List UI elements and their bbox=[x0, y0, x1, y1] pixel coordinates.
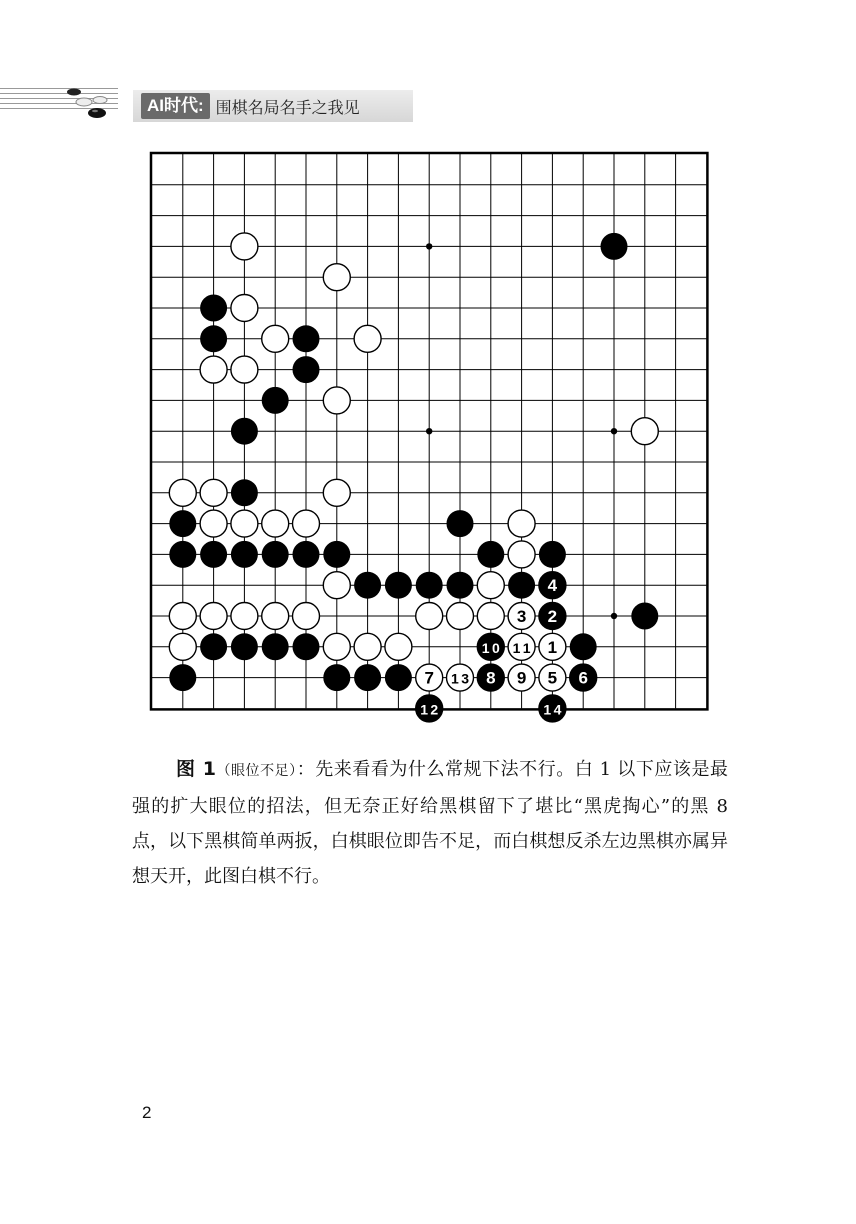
black-stone bbox=[447, 572, 474, 599]
white-stone bbox=[293, 603, 320, 630]
move-number-6: 6 bbox=[578, 668, 588, 688]
black-stone bbox=[262, 387, 289, 414]
white-stone bbox=[293, 510, 320, 537]
black-stone bbox=[293, 633, 320, 660]
black-stone bbox=[293, 325, 320, 352]
white-stone bbox=[354, 633, 381, 660]
black-stone bbox=[200, 325, 227, 352]
white-stone bbox=[200, 479, 227, 506]
figure-caption bbox=[132, 752, 728, 894]
white-stone bbox=[385, 633, 412, 660]
white-stone bbox=[323, 479, 350, 506]
star-point bbox=[426, 243, 432, 249]
header-badge: AI时代: bbox=[141, 93, 210, 119]
move-number-13: 13 bbox=[451, 670, 469, 687]
white-stone bbox=[508, 510, 535, 537]
black-stone bbox=[539, 541, 566, 568]
black-stone bbox=[477, 541, 504, 568]
white-stone bbox=[231, 295, 258, 322]
move-number-12: 12 bbox=[420, 701, 439, 718]
white-stone bbox=[169, 633, 196, 660]
white-stone bbox=[262, 603, 289, 630]
go-board-diagram bbox=[140, 142, 720, 732]
black-stone bbox=[231, 418, 258, 445]
white-stone bbox=[354, 325, 381, 352]
black-stone bbox=[354, 664, 381, 691]
move-number-3: 3 bbox=[516, 607, 527, 626]
white-stone bbox=[200, 603, 227, 630]
black-stone bbox=[323, 664, 350, 691]
black-stone bbox=[385, 664, 412, 691]
caption-text: ：先来看看为什么常规下法不行。白 1 以下应该是最强的扩大眼位的招法，但无奈正好给黑棋留下了堪比“黑虎掏心”的黑 8 点，以下黑棋简单两扳，白棋眼位即告不足，而白棋想反杀左边黑棋亦属异想天开，此图白棋不行。 bbox=[132, 759, 728, 887]
black-stone bbox=[169, 664, 196, 691]
black-stone bbox=[262, 541, 289, 568]
star-point bbox=[611, 613, 617, 619]
black-stone bbox=[231, 541, 258, 568]
black-stone bbox=[601, 233, 628, 260]
white-stone bbox=[169, 479, 196, 506]
white-stone bbox=[262, 325, 289, 352]
move-number-14: 14 bbox=[543, 701, 562, 718]
black-stone bbox=[200, 541, 227, 568]
black-stone bbox=[262, 633, 289, 660]
star-point bbox=[426, 428, 432, 434]
white-stone bbox=[231, 603, 258, 630]
white-stone bbox=[200, 356, 227, 383]
move-number-7: 7 bbox=[424, 668, 434, 688]
move-number-4: 4 bbox=[547, 576, 558, 596]
move-number-5: 5 bbox=[547, 668, 558, 688]
black-stone bbox=[570, 633, 597, 660]
white-stone bbox=[323, 264, 350, 291]
white-stone bbox=[231, 356, 258, 383]
white-stone bbox=[416, 603, 443, 630]
white-stone bbox=[169, 603, 196, 630]
move-number-11: 11 bbox=[512, 639, 531, 656]
move-number-1: 1 bbox=[547, 637, 558, 657]
star-point bbox=[611, 428, 617, 434]
black-stone bbox=[323, 541, 350, 568]
move-number-9: 9 bbox=[516, 668, 527, 688]
white-stone bbox=[231, 233, 258, 260]
header-tab bbox=[133, 90, 413, 122]
move-number-10: 10 bbox=[481, 639, 500, 656]
black-stone bbox=[200, 295, 227, 322]
white-stone bbox=[231, 510, 258, 537]
move-number-8: 8 bbox=[486, 668, 496, 688]
black-stone bbox=[508, 572, 535, 599]
white-stone bbox=[508, 541, 535, 568]
go-stones-logo bbox=[62, 86, 132, 124]
white-stone bbox=[631, 418, 658, 445]
black-stone bbox=[354, 572, 381, 599]
black-stone bbox=[200, 633, 227, 660]
black-stone bbox=[231, 479, 258, 506]
black-stone bbox=[169, 510, 196, 537]
figure-note: （眼位不足） bbox=[215, 763, 297, 779]
figure-label: 图 1 bbox=[176, 758, 216, 780]
black-stone bbox=[169, 541, 196, 568]
white-stone bbox=[200, 510, 227, 537]
black-stone bbox=[631, 603, 658, 630]
white-stone bbox=[447, 603, 474, 630]
book-title: 围棋名局名手之我见 bbox=[215, 97, 360, 117]
white-stone bbox=[477, 572, 504, 599]
white-stone bbox=[323, 572, 350, 599]
black-stone bbox=[293, 356, 320, 383]
white-stone bbox=[323, 633, 350, 660]
black-stone bbox=[231, 633, 258, 660]
move-number-2: 2 bbox=[547, 607, 558, 626]
black-stone bbox=[416, 572, 443, 599]
page-number: 2 bbox=[142, 1103, 152, 1122]
black-stone bbox=[447, 510, 474, 537]
white-stone bbox=[477, 603, 504, 630]
black-stone bbox=[293, 541, 320, 568]
white-stone bbox=[323, 387, 350, 414]
black-stone bbox=[385, 572, 412, 599]
white-stone bbox=[262, 510, 289, 537]
